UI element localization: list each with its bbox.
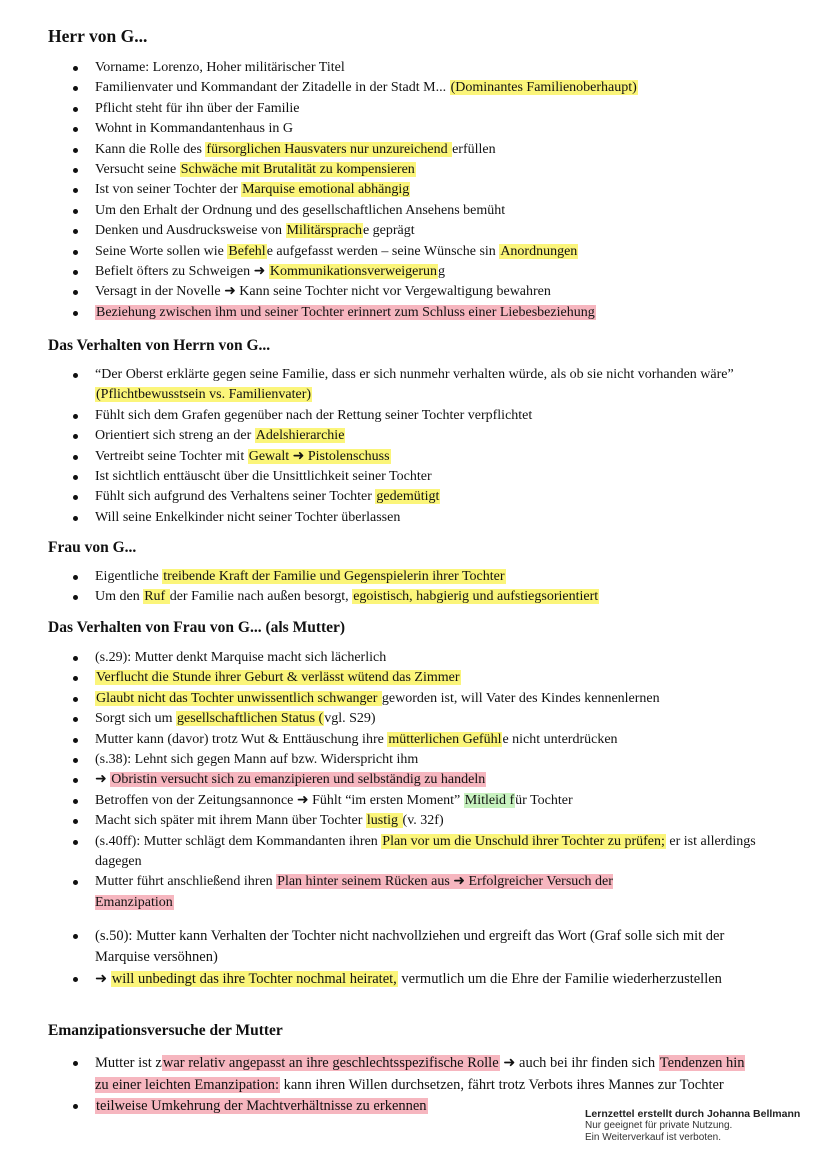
list-verhalten-frau-cont <box>70 926 770 991</box>
list-item: Ist sichtlich enttäuscht über die Unsittlichkeit seiner Tochter <box>70 467 770 487</box>
list-item: Mutter ist zwar relativ angepasst an ihre geschlechtsspezifische Rolle ➜ auch bei ihr finden sich Tendenzen hin zu einer leichten Emanzipation: kann ihren Willen durchsetzen, fährt trotz Verbots ihres Mannes zur Tochter <box>70 1053 750 1096</box>
list-item: Sorgt sich um gesellschaftlichen Status (vgl. S29) <box>70 709 770 729</box>
list-frau-von-g <box>70 567 770 608</box>
heading-frau-von-g: Frau von G... <box>48 539 137 556</box>
heading-herr-von-g: Herr von G... <box>48 26 148 46</box>
list-item: Orientiert sich streng an der Adelshierarchie <box>70 426 770 446</box>
list-item: (s.38): Lehnt sich gegen Mann auf bzw. Widerspricht ihm <box>70 750 770 770</box>
list-item: Vorname: Lorenzo, Hoher militärischer Titel <box>70 58 770 78</box>
list-item: Um den Ruf der Familie nach außen besorgt, egoistisch, habgierig und aufstiegsorientiert <box>70 587 770 607</box>
list-item: Betroffen von der Zeitungsannonce ➜ Fühlt “im ersten Moment” Mitleid für Tochter <box>70 791 770 811</box>
list-item: “Der Oberst erklärte gegen seine Familie, dass er sich nunmehr verhalten würde, als ob sie nicht vorhanden wäre” (Pflichtbewusstsein vs. Familienvater) <box>70 365 770 406</box>
list-item: Glaubt nicht das Tochter unwissentlich schwanger geworden ist, will Vater des Kindes kennenlernen <box>70 689 770 709</box>
list-herr-von-g <box>70 58 770 323</box>
list-item: ➜ Obristin versucht sich zu emanzipieren und selbständig zu handeln <box>70 770 770 790</box>
footer-author: Lernzettel erstellt durch Johanna Bellmann <box>585 1108 801 1120</box>
heading-verhalten-herr: Das Verhalten von Herrn von G... <box>48 337 271 354</box>
list-item: Pflicht steht für ihn über der Familie <box>70 99 770 119</box>
list-verhalten-herr <box>70 365 770 528</box>
list-item: (s.50): Mutter kann Verhalten der Tochter nicht nachvollziehen und ergreift das Wort (Graf solle sich mit der Marquise versöhnen) <box>70 926 770 968</box>
list-item: Versagt in der Novelle ➜ Kann seine Tochter nicht vor Vergewaltigung bewahren <box>70 282 770 302</box>
list-item: Ist von seiner Tochter der Marquise emotional abhängig <box>70 180 770 200</box>
list-item: Befielt öfters zu Schweigen ➜ Kommunikationsverweigerung <box>70 262 770 282</box>
list-item: ➜ will unbedingt das ihre Tochter nochmal heiratet, vermutlich um die Ehre der Familie wiederherzustellen <box>70 969 770 990</box>
list-item: (s.40ff): Mutter schlägt dem Kommandanten ihren Plan vor um die Unschuld ihrer Tochter zu prüfen; er ist allerdings dagegen <box>70 832 770 873</box>
heading-emanzipation: Emanzipationsversuche der Mutter <box>48 1022 283 1039</box>
list-item: Denken und Ausdrucksweise von Militärsprache geprägt <box>70 221 770 241</box>
list-item: Seine Worte sollen wie Befehle aufgefasst werden – seine Wünsche sin Anordnungen <box>70 242 770 262</box>
list-item: Will seine Enkelkinder nicht seiner Tochter überlassen <box>70 508 770 528</box>
heading-verhalten-frau: Das Verhalten von Frau von G... (als Mutter) <box>48 619 346 636</box>
list-item: Beziehung zwischen ihm und seiner Tochter erinnert zum Schluss einer Liebesbeziehung <box>70 303 770 323</box>
list-item: Vertreibt seine Tochter mit Gewalt ➜ Pistolenschuss <box>70 447 770 467</box>
footer-resale-note: Ein Weiterverkauf ist verboten. <box>585 1132 721 1143</box>
list-item: Wohnt in Kommandantenhaus in G <box>70 119 770 139</box>
list-verhalten-frau <box>70 648 770 913</box>
list-item: Um den Erhalt der Ordnung und des gesellschaftlichen Ansehens bemüht <box>70 201 770 221</box>
list-item: Fühlt sich aufgrund des Verhaltens seiner Tochter gedemütigt <box>70 487 770 507</box>
list-item: Familienvater und Kommandant der Zitadelle in der Stadt M... (Dominantes Familienoberhaupt) <box>70 78 770 98</box>
footer-credit <box>585 1108 825 1144</box>
footer-usage-note: Nur geeignet für private Nutzung. <box>585 1120 733 1131</box>
list-item: Mutter kann (davor) trotz Wut & Enttäuschung ihre mütterlichen Gefühle nicht unterdrücken <box>70 730 770 750</box>
list-item: Kann die Rolle des fürsorglichen Hausvaters nur unzureichend erfüllen <box>70 140 770 160</box>
list-item: Eigentliche treibende Kraft der Familie und Gegenspielerin ihrer Tochter <box>70 567 770 587</box>
list-item: Macht sich später mit ihrem Mann über Tochter lustig (v. 32f) <box>70 811 770 831</box>
list-item: Versucht seine Schwäche mit Brutalität zu kompensieren <box>70 160 770 180</box>
list-item: Mutter führt anschließend ihren Plan hinter seinem Rücken aus ➜ Erfolgreicher Versuch der Emanzipation <box>70 872 665 913</box>
list-item: Verflucht die Stunde ihrer Geburt & verlässt wütend das Zimmer <box>70 668 770 688</box>
list-item: Fühlt sich dem Grafen gegenüber nach der Rettung seiner Tochter verpflichtet <box>70 406 770 426</box>
list-item: (s.29): Mutter denkt Marquise macht sich lächerlich <box>70 648 770 668</box>
list-item: teilweise Umkehrung der Machtverhältnisse zu erkennen <box>70 1096 750 1118</box>
